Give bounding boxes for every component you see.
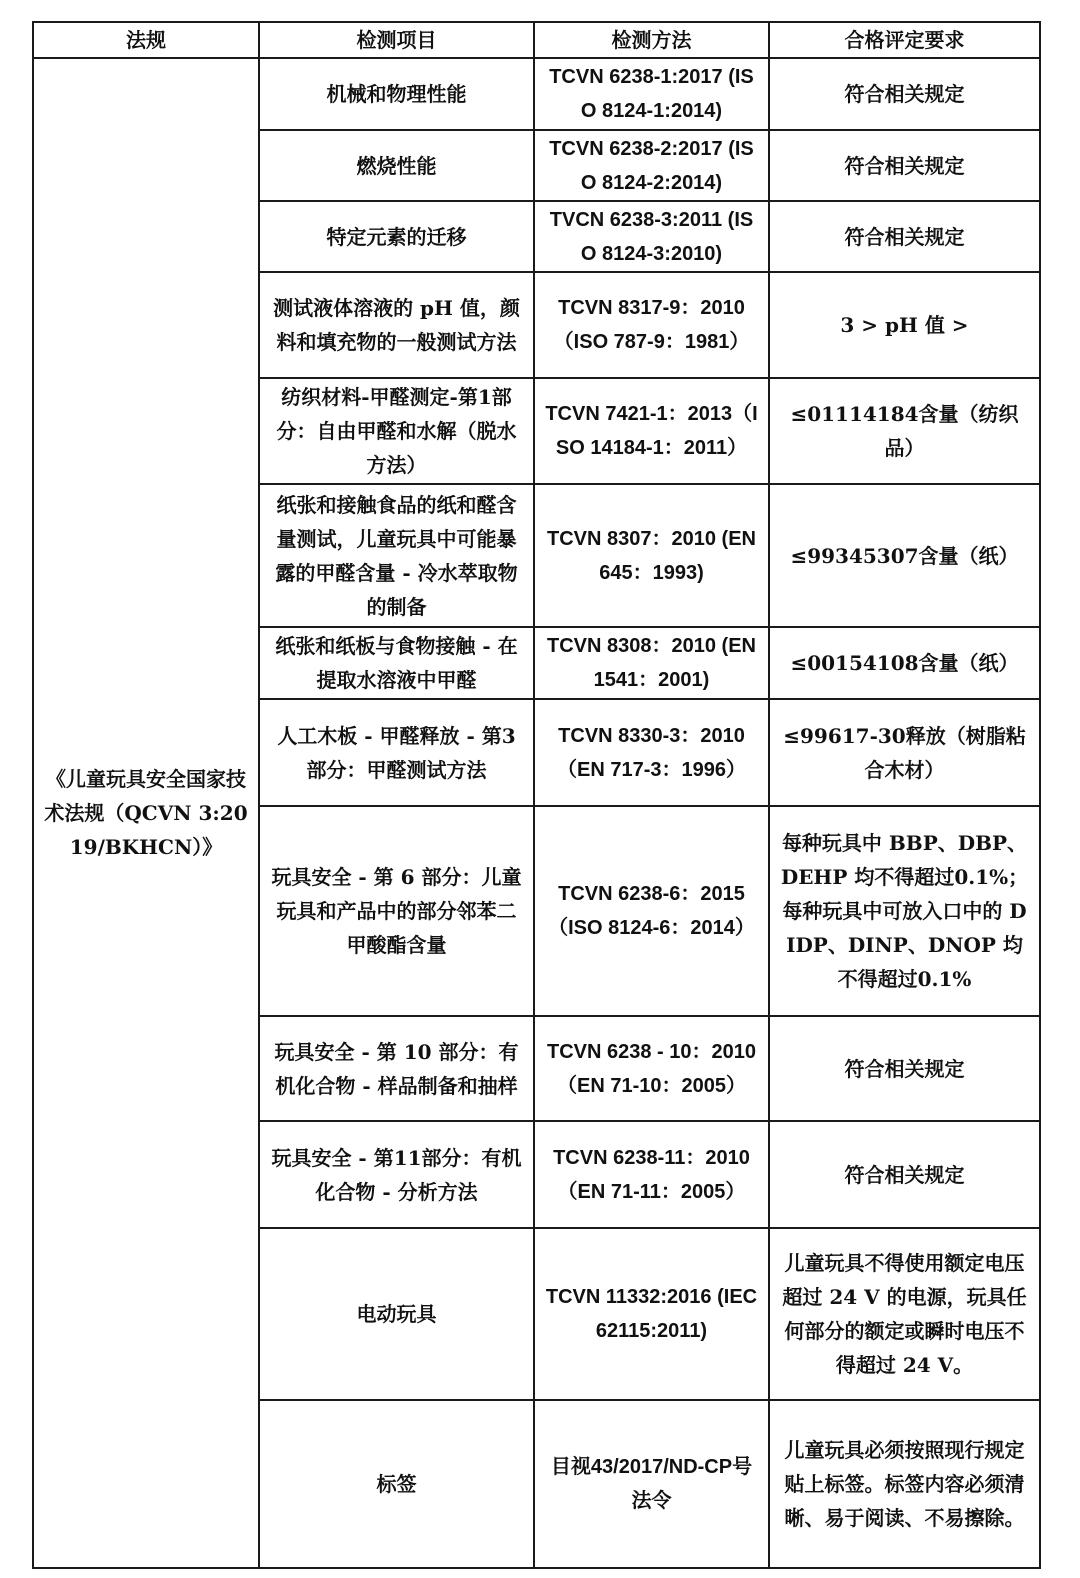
test-item: 玩具安全 - 第 6 部分：儿童玩具和产品中的部分邻苯二甲酸酯含量 (259, 806, 534, 1016)
requirement: 儿童玩具必须按照现行规定贴上标签。标签内容必须清晰、易于阅读、不易擦除。 (769, 1400, 1040, 1568)
table-header-row (33, 22, 1040, 58)
header-requirement: 合格评定要求 (769, 22, 1040, 58)
test-method: TCVN 6238-1:2017 (ISO 8124-1:2014) (534, 58, 769, 130)
test-method: TCVN 6238 - 10：2010 （EN 71-10：2005） (534, 1016, 769, 1121)
test-item: 人工木板 - 甲醛释放 - 第3部分：甲醛测试方法 (259, 699, 534, 806)
test-method: TVCN 6238-3:2011 (ISO 8124-3:2010) (534, 201, 769, 272)
test-item: 测试液体溶液的 pH 值，颜料和填充物的一般测试方法 (259, 272, 534, 378)
test-item: 特定元素的迁移 (259, 201, 534, 272)
table-row (33, 58, 1040, 130)
requirement: 3 > pH 值 > (769, 272, 1040, 378)
requirement: 每种玩具中 BBP、DBP、DEHP 均不得超过0.1%；每种玩具中可放入口中的 DIDP、DINP、DNOP 均不得超过0.1% (769, 806, 1040, 1016)
test-item: 纸张和纸板与食物接触 - 在提取水溶液中甲醛 (259, 627, 534, 699)
regulation-cell: 《儿童玩具安全国家技术法规（QCVN 3:2019/BKHCN）》 (33, 58, 259, 1568)
test-method: TCVN 8330-3：2010（EN 717-3：1996） (534, 699, 769, 806)
requirement: 儿童玩具不得使用额定电压超过 24 V 的电源，玩具任何部分的额定或瞬时电压不得超过 24 V。 (769, 1228, 1040, 1400)
header-test-method: 检测方法 (534, 22, 769, 58)
test-method: TCVN 11332:2016 (IEC 62115:2011) (534, 1228, 769, 1400)
test-item: 标签 (259, 1400, 534, 1568)
test-method: 目视43/2017/ND-CP号法令 (534, 1400, 769, 1568)
requirement: ≤99345307含量（纸） (769, 484, 1040, 627)
header-test-item: 检测项目 (259, 22, 534, 58)
requirement: 符合相关规定 (769, 1121, 1040, 1228)
test-item: 电动玩具 (259, 1228, 534, 1400)
requirement: 符合相关规定 (769, 201, 1040, 272)
header-regulation: 法规 (33, 22, 259, 58)
requirement: ≤00154108含量（纸） (769, 627, 1040, 699)
test-item: 纺织材料-甲醛测定-第1部分：自由甲醛和水解（脱水方法） (259, 378, 534, 484)
test-method: TCVN 7421-1：2013（ISO 14184-1：2011） (534, 378, 769, 484)
requirement: 符合相关规定 (769, 1016, 1040, 1121)
test-method: TCVN 8317-9：2010 （ISO 787-9：1981） (534, 272, 769, 378)
test-item: 玩具安全 - 第 10 部分：有机化合物 - 样品制备和抽样 (259, 1016, 534, 1121)
test-method: TCVN 6238-11：2010（EN 71-11：2005） (534, 1121, 769, 1228)
test-item: 燃烧性能 (259, 130, 534, 201)
requirement: 符合相关规定 (769, 58, 1040, 130)
test-item: 纸张和接触食品的纸和醛含量测试，儿童玩具中可能暴露的甲醛含量 - 冷水萃取物的制备 (259, 484, 534, 627)
requirement: ≤01114184含量（纺织品） (769, 378, 1040, 484)
test-method: TCVN 6238-6：2015 （ISO 8124-6：2014） (534, 806, 769, 1016)
requirement: ≤99617-30释放（树脂粘合木材） (769, 699, 1040, 806)
test-method: TCVN 8308：2010 (EN 1541：2001) (534, 627, 769, 699)
regulation-test-table (32, 21, 1041, 1569)
test-item: 机械和物理性能 (259, 58, 534, 130)
test-method: TCVN 6238-2:2017 (ISO 8124-2:2014) (534, 130, 769, 201)
requirement: 符合相关规定 (769, 130, 1040, 201)
test-method: TCVN 8307：2010 (EN 645：1993) (534, 484, 769, 627)
test-item: 玩具安全 - 第11部分：有机化合物 - 分析方法 (259, 1121, 534, 1228)
